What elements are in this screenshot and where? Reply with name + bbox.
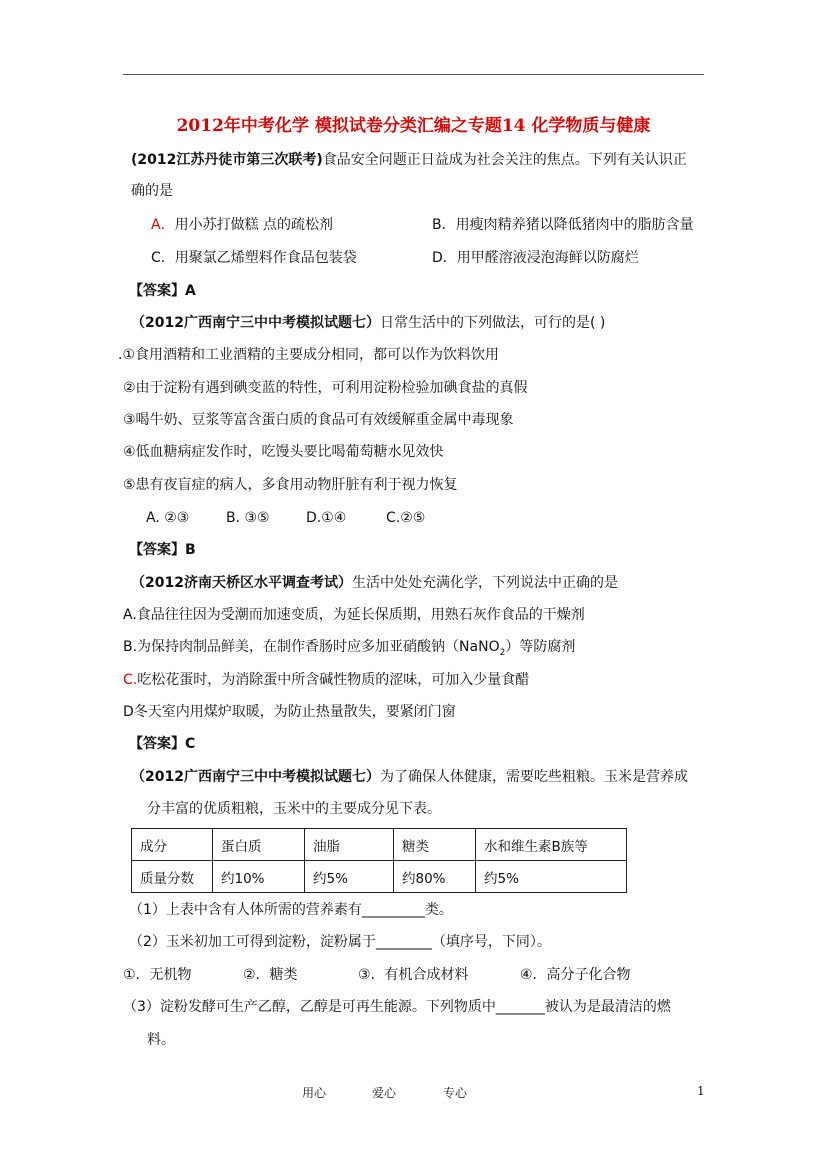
q2-source: （2012广西南宁三中中考模拟试题七） [131,315,380,331]
q2-item-3: ③喝牛奶、豆浆等富含蛋白质的食品可有效缓解重金属中毒现象 [123,412,514,428]
header-rule [123,74,704,75]
q2-option-1: A. ②③ [146,510,190,526]
q4-subquestion-2: （2）玉米初加工可得到淀粉，淀粉属于________（填序号，下同）。 [129,934,551,950]
q3-option-b-subscript: 2 [499,647,506,658]
q1-option-a-letter: A． [151,217,175,233]
q2-item-2: ②由于淀粉有遇到碘变蓝的特性，可利用淀粉检验加碘食盐的真假 [123,380,528,396]
table-row [132,861,627,893]
table-cell: 油脂 [305,829,394,861]
corn-composition-table [131,828,627,893]
footer-left: 用心 [302,1086,327,1100]
table-header-row [132,829,627,861]
q2-option-2: B. ③⑤ [226,510,270,526]
q3-stem-line [131,573,618,593]
q2-stem-line [131,313,605,333]
q1-option-c: C．用聚氯乙烯塑料作食品包装袋 [151,250,357,266]
q1-option-b: B．用瘦肉精养猪以降低猪肉中的脂肪含量 [432,217,694,233]
table-cell: 糖类 [394,829,476,861]
q4-choice-2: ②．糖类 [243,967,298,983]
q3-source: （2012济南天桥区水平调查考试） [131,575,352,591]
q1-option-a [151,215,333,235]
q4-choice-3: ③．有机合成材料 [358,967,469,983]
q2-item-4: ④低血糖病症发作时，吃馒头要比喝葡萄糖水见效快 [123,444,444,460]
q3-option-c [123,670,529,690]
q3-answer: 【答案】C [129,736,196,752]
q2-answer: 【答案】B [129,542,196,558]
q4-choice-1: ①．无机物 [123,967,192,983]
q1-source: (2012江苏丹徒市第三次联考) [131,152,323,168]
table-cell: 约5% [305,861,394,893]
q4-stem-line2: 分丰富的优质粗粮，玉米中的主要成分见下表。 [147,801,441,817]
footer-mid: 爱心 [372,1086,397,1100]
q2-option-4: C.②⑤ [386,510,426,526]
q3-option-a: A.食品往往因为受潮而加速变质，为延长保质期，用熟石灰作食品的干燥剂 [123,607,585,623]
q1-answer: 【答案】A [129,283,196,299]
q2-stem: 日常生活中的下列做法，可行的是( ) [379,315,606,331]
page-title: 2012年中考化学 模拟试卷分类汇编之专题14 化学物质与健康 [176,116,651,136]
q3-option-b [123,637,575,663]
q1-stem-line1 [131,150,687,170]
table-cell: 水和维生素B族等 [476,829,627,861]
q4-subquestion-1: （1）上表中含有人体所需的营养素有_________类。 [129,902,453,918]
q4-choice-4: ④．高分子化合物 [520,967,631,983]
q1-option-a-text: 用小苏打做糕 点的疏松剂 [174,217,334,233]
footer-right: 专心 [443,1086,468,1100]
q2-option-3: D.①④ [306,510,347,526]
q2-item-5: ⑤患有夜盲症的病人，多食用动物肝脏有利于视力恢复 [123,477,458,493]
q3-option-b-text: B.为保持肉制品鲜美，在制作香肠时应多加亚硝酸钠（NaNO [123,639,500,655]
table-cell: 质量分数 [132,861,213,893]
q4-stem: 为了确保人体健康，需要吃些粗粮。玉米是营养成 [379,769,688,785]
q4-source: （2012广西南宁三中中考模拟试题七） [131,769,380,785]
q2-item-1: .①食用酒精和工业酒精的主要成分相同，都可以作为饮料饮用 [118,347,499,363]
q1-stem-line2: 确的是 [131,183,173,199]
page-number: 1 [697,1084,705,1098]
table-cell: 约10% [213,861,305,893]
q3-option-b-tail: ）等防腐剂 [505,639,576,655]
q4-stem-line1 [131,767,688,787]
table-cell: 约5% [476,861,627,893]
q3-option-c-text: 吃松花蛋时，为消除蛋中所含碱性物质的涩味，可加入少量食醋 [137,672,530,688]
q4-subquestion-3-cont: 料。 [147,1032,175,1048]
q3-option-c-letter: C. [123,672,138,688]
table-cell: 蛋白质 [213,829,305,861]
table-cell: 成分 [132,829,213,861]
q1-stem: 食品安全问题正日益成为社会关注的焦点。下列有关认识正 [322,152,687,168]
q1-option-d: D．用甲醛溶液浸泡海鲜以防腐烂 [432,250,639,266]
table-cell: 约80% [394,861,476,893]
q3-stem: 生活中处处充满化学，下列说法中正确的是 [351,575,618,591]
q4-subquestion-3: （3）淀粉发酵可生产乙醇，乙醇是可再生能源。下列物质中_______被认为是最清洁的燃 [123,999,671,1015]
q3-option-d: D冬天室内用煤炉取暖，为防止热量散失，要紧闭门窗 [123,704,456,720]
